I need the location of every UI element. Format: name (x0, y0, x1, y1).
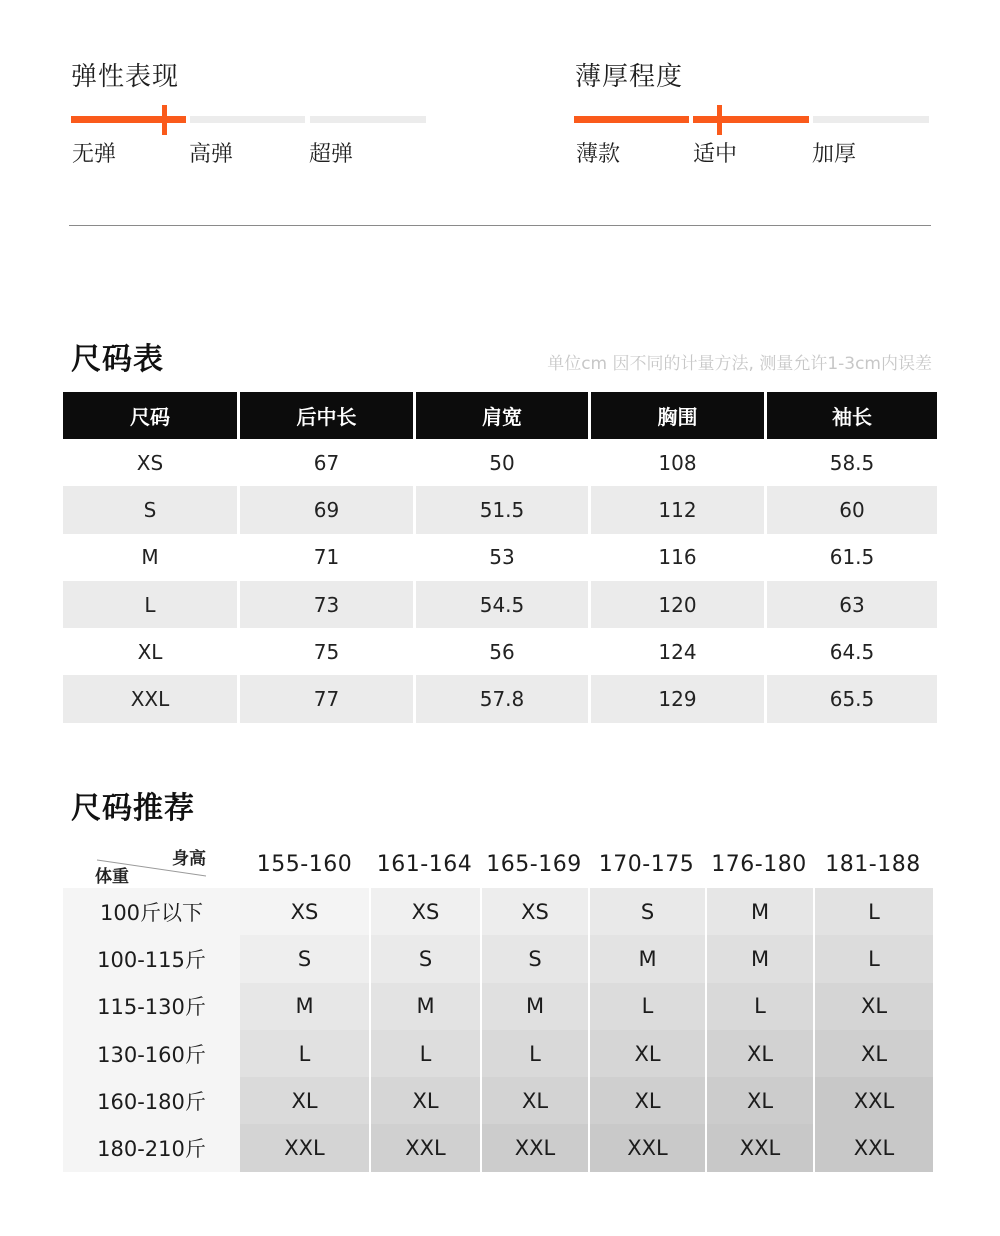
header-shoulder: 肩宽 (413, 392, 588, 439)
cell-shoulder: 57.8 (413, 675, 588, 722)
cell-shoulder: 54.5 (413, 581, 588, 628)
height-header: 161-164 (369, 840, 480, 888)
cell-size: L (63, 581, 237, 628)
size-chart-header-row (63, 392, 937, 439)
cell-shoulder: 50 (413, 439, 588, 486)
cell-sleeve: 61.5 (764, 534, 937, 581)
recommended-size: L (705, 983, 813, 1030)
recommended-size: XXL (369, 1124, 480, 1171)
recommended-size: M (240, 983, 369, 1030)
table-row (63, 439, 937, 486)
cell-sleeve: 63 (764, 581, 937, 628)
table-row (63, 935, 933, 982)
recommended-size: XS (369, 888, 480, 935)
recommended-size: L (588, 983, 705, 1030)
table-row (63, 581, 937, 628)
cell-chest: 112 (588, 486, 764, 533)
thickness-label-medium: 适中 (693, 142, 738, 167)
table-row (63, 888, 933, 935)
recommended-size: XXL (813, 1124, 933, 1171)
elasticity-label-super: 超弹 (309, 142, 354, 167)
cell-shoulder: 51.5 (413, 486, 588, 533)
table-row (63, 486, 937, 533)
cell-back-length: 67 (237, 439, 413, 486)
recommended-size: XL (705, 1077, 813, 1124)
recommended-size: M (588, 935, 705, 982)
elasticity-segment-1 (71, 116, 186, 123)
recommended-size: XL (588, 1077, 705, 1124)
recommended-size: XL (705, 1030, 813, 1077)
cell-chest: 116 (588, 534, 764, 581)
recommended-size: XS (480, 888, 588, 935)
height-header: 165-169 (480, 840, 588, 888)
recommended-size: S (369, 935, 480, 982)
thickness-label-thin: 薄款 (576, 142, 621, 167)
cell-chest: 108 (588, 439, 764, 486)
recommended-size: XL (480, 1077, 588, 1124)
thickness-segment-1 (574, 116, 689, 123)
cell-back-length: 69 (237, 486, 413, 533)
recommended-size: L (480, 1030, 588, 1077)
recommended-size: S (588, 888, 705, 935)
cell-chest: 129 (588, 675, 764, 722)
size-chart-title: 尺码表 (71, 342, 164, 377)
cell-back-length: 73 (237, 581, 413, 628)
recommendation-table (63, 840, 933, 1172)
cell-size: XS (136, 450, 164, 475)
cell-back-length: 71 (237, 534, 413, 581)
table-row (63, 983, 933, 1030)
cell-size: M (141, 545, 159, 570)
recommended-size: L (240, 1030, 369, 1077)
thickness-segment-2 (693, 116, 809, 123)
elasticity-segment-3 (310, 116, 426, 123)
thickness-label-thick: 加厚 (812, 142, 857, 167)
cell-back-length: 75 (237, 628, 413, 675)
weight-label: 160-180斤 (63, 1077, 240, 1124)
recommendation-title: 尺码推荐 (71, 791, 195, 826)
table-row (63, 1077, 933, 1124)
elasticity-label-none: 无弹 (72, 142, 117, 167)
cell-sleeve: 64.5 (764, 628, 937, 675)
corner-weight-label: 体重 (95, 867, 129, 887)
height-header: 181-188 (813, 840, 933, 888)
header-size: 尺码 (63, 392, 237, 439)
weight-label: 180-210斤 (63, 1124, 240, 1171)
cell-shoulder: 53 (413, 534, 588, 581)
header-sleeve: 袖长 (764, 392, 937, 439)
size-chart-table (63, 392, 937, 723)
corner-cell (63, 840, 240, 888)
height-header: 155-160 (240, 840, 369, 888)
header-back-length: 后中长 (237, 392, 413, 439)
cell-sleeve: 60 (764, 486, 937, 533)
thickness-segment-3 (813, 116, 929, 123)
elasticity-title: 弹性表现 (71, 62, 180, 92)
recommended-size: XL (369, 1077, 480, 1124)
table-row (63, 1030, 933, 1077)
cell-chest: 124 (588, 628, 764, 675)
recommended-size: XL (813, 1030, 933, 1077)
recommended-size: M (705, 888, 813, 935)
weight-label: 115-130斤 (63, 983, 240, 1030)
elasticity-label-high: 高弹 (189, 142, 234, 167)
recommended-size: L (369, 1030, 480, 1077)
recommended-size: XXL (240, 1124, 369, 1171)
recommended-size: L (813, 935, 933, 982)
cell-size: XXL (63, 675, 237, 722)
elasticity-marker (162, 105, 167, 135)
table-row (63, 675, 937, 722)
recommendation-header-row (63, 840, 933, 888)
cell-sleeve: 65.5 (764, 675, 937, 722)
table-row (63, 534, 937, 581)
recommended-size: M (705, 935, 813, 982)
recommended-size: M (480, 983, 588, 1030)
recommended-size: XXL (705, 1124, 813, 1171)
weight-label: 130-160斤 (63, 1030, 240, 1077)
recommended-size: M (369, 983, 480, 1030)
thickness-title: 薄厚程度 (575, 62, 684, 92)
recommended-size: XL (588, 1030, 705, 1077)
recommended-size: S (240, 935, 369, 982)
elasticity-segment-2 (190, 116, 305, 123)
recommended-size: S (480, 935, 588, 982)
corner-height-label: 身高 (172, 849, 206, 869)
recommended-size: XXL (588, 1124, 705, 1171)
cell-shoulder: 56 (413, 628, 588, 675)
cell-chest: 120 (588, 581, 764, 628)
cell-size: XL (137, 639, 163, 664)
corner-diagonal (63, 840, 240, 888)
weight-label: 100-115斤 (63, 935, 240, 982)
cell-sleeve: 58.5 (764, 439, 937, 486)
height-header: 176-180 (705, 840, 813, 888)
recommended-size: XXL (813, 1077, 933, 1124)
section-divider (69, 225, 931, 226)
table-row (63, 1124, 933, 1171)
table-row (63, 628, 937, 675)
cell-back-length: 77 (237, 675, 413, 722)
height-header: 170-175 (588, 840, 705, 888)
thickness-marker (717, 105, 722, 135)
recommended-size: XL (813, 983, 933, 1030)
weight-label: 100斤以下 (63, 888, 240, 935)
recommended-size: XL (240, 1077, 369, 1124)
cell-size: S (63, 486, 237, 533)
size-chart-note: 单位cm 因不同的计量方法, 测量允许1-3cm内误差 (547, 354, 932, 374)
recommended-size: L (813, 888, 933, 935)
recommended-size: XXL (480, 1124, 588, 1171)
header-chest: 胸围 (588, 392, 764, 439)
recommended-size: XS (240, 888, 369, 935)
